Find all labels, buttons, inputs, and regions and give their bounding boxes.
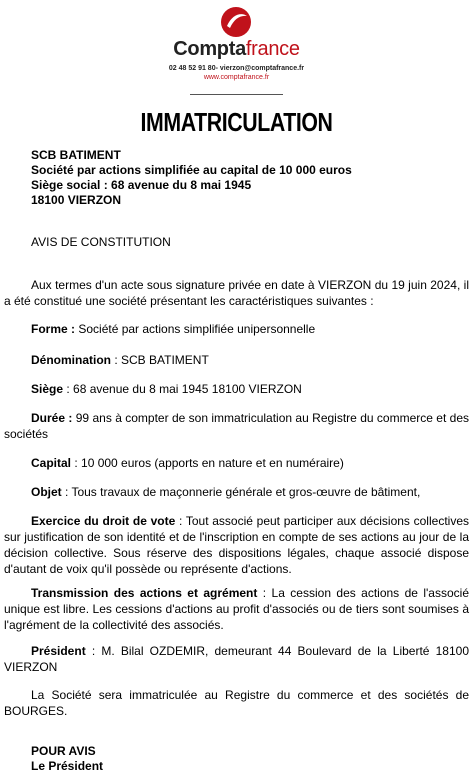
forme-value: Société par actions simplifiée unipersonnelle [75, 322, 316, 336]
president-label: Président [31, 644, 86, 658]
contact-website: www.comptafrance.fr [203, 74, 270, 81]
signature-pour-avis: POUR AVIS [31, 744, 96, 758]
field-capital [4, 455, 469, 471]
notice-type: AVIS DE CONSTITUTION [31, 235, 171, 249]
vote-label: Exercice du droit de vote [31, 514, 176, 528]
siege-value: : 68 avenue du 8 mai 1945 18100 VIERZON [63, 382, 302, 396]
contact-phone-email: 02 48 52 91 80- vierzon@comptafrance.fr [168, 65, 305, 72]
comptafrance-logo [0, 0, 473, 100]
company-seat: Siège social : 68 avenue du 8 mai 1945 [31, 178, 252, 192]
field-duree [4, 410, 469, 442]
field-objet [4, 484, 469, 500]
brand-name-part2: france [245, 38, 300, 60]
transmission-label: Transmission des actions et agrément [31, 586, 258, 600]
capital-value: : 10 000 euros (apports en nature et en numéraire) [71, 456, 344, 470]
logo-divider [190, 94, 283, 95]
president-value: : M. Bilal OZDEMIR, demeurant 44 Boulevard de la Liberté 18100 VIERZON [4, 644, 469, 674]
field-forme [4, 321, 469, 337]
page-title: IMMATRICULATION [140, 107, 333, 137]
company-form: Société par actions simplifiée au capital de 10 000 euros [31, 163, 352, 177]
denomination-value: : SCB BATIMENT [111, 353, 209, 367]
closing-paragraph [4, 687, 469, 719]
denomination-label: Dénomination [31, 353, 111, 367]
signature-president: Le Président [31, 759, 104, 773]
comptafrance-emblem-icon [220, 6, 252, 38]
intro-text: Aux termes d'un acte sous signature privée en date à VIERZON du 19 juin 2024, il a été constitué une société présentant les caractéristiques suivantes : [4, 278, 469, 308]
duree-label: Durée : [31, 411, 73, 425]
brand-name-part1: Compta [173, 38, 246, 60]
field-denomination [4, 352, 469, 368]
siege-label: Siège [31, 382, 64, 396]
duree-value: 99 ans à compter de son immatriculation au Registre du commerce et des sociétés [4, 411, 470, 441]
capital-label: Capital [31, 456, 72, 470]
field-siege [4, 381, 469, 397]
field-transmission [4, 585, 469, 633]
transmission-value: : La cession des actions de l'associé unique est libre. Les cessions d'actions au profit d'associés ou de tiers sont soumises à l'agrément de la collectivité des associés. [4, 586, 469, 632]
field-droit-de-vote [4, 513, 469, 577]
forme-label: Forme : [31, 322, 76, 336]
objet-value: : Tous travaux de maçonnerie générale et gros-œuvre de bâtiment, [61, 485, 421, 499]
closing-text: La Société sera immatriculée au Registre du commerce et des sociétés de BOURGES. [4, 688, 469, 718]
field-president [4, 643, 469, 675]
company-city: 18100 VIERZON [31, 193, 122, 207]
brand-name [0, 38, 473, 60]
company-name: SCB BATIMENT [31, 148, 121, 162]
objet-label: Objet [31, 485, 62, 499]
intro-paragraph [4, 277, 469, 309]
vote-value: : Tout associé peut participer aux décisions collectives sur justification de son identité et de l'inscription en compte de ses actions au jour de la décision collective. Sous réserve des dispositions légales, chaque associé dispose d'autant de voix qu'il possède ou représente d'actions. [4, 514, 469, 576]
